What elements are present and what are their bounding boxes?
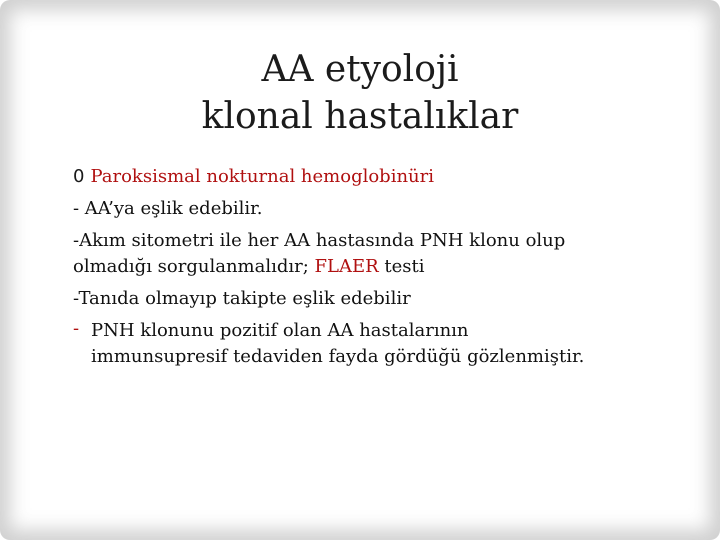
list-item-3: -Tanıda olmayıp takipte eşlik edebilir <box>73 288 411 309</box>
item-2-prefix: olmadığı sorgulanmalıdır; <box>73 256 315 277</box>
list-item-2 <box>73 228 673 280</box>
dash-marker: - <box>73 318 80 339</box>
slide-title <box>0 46 720 140</box>
list-item-2-line-1: -Akım sitometri ile her AA hastasında PNH klonu olup <box>73 230 566 251</box>
bullet-marker: 0 <box>73 166 85 187</box>
slide-body <box>73 164 673 370</box>
list-item-4-line-2: immunsupresif tedaviden fayda gördüğü gözlenmiştir. <box>91 346 585 367</box>
item-2-suffix: testi <box>378 256 425 277</box>
list-item-2-line-2 <box>73 254 673 280</box>
list-item-4-line-1: PNH klonunu pozitif olan AA hastalarının <box>91 320 469 341</box>
heading-text: Paroksismal nokturnal hemoglobinüri <box>90 166 435 187</box>
list-item-4 <box>73 318 673 370</box>
title-line-2: klonal hastalıklar <box>201 96 519 137</box>
title-line-1: AA etyoloji <box>261 49 459 90</box>
flaer-highlight: FLAER <box>314 256 379 277</box>
list-heading <box>73 164 673 190</box>
list-item-1: - AA’ya eşlik edebilir. <box>73 198 263 219</box>
